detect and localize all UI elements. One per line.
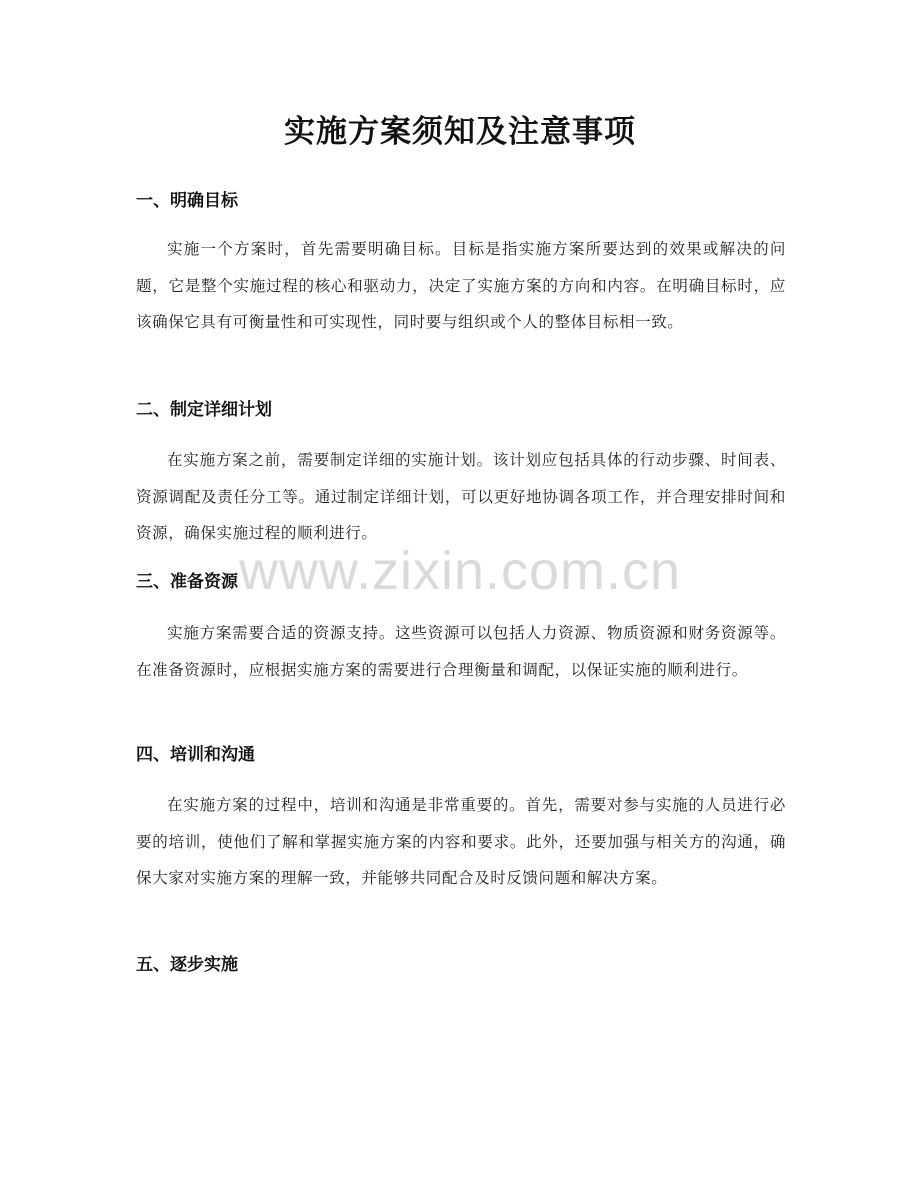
section-heading-1: 一、明确目标	[136, 191, 238, 211]
watermark-text: www.zixin.com.cn	[238, 541, 682, 601]
section-body-2: 在实施方案之前，需要制定详细的实施计划。该计划应包括具体的行动步骤、时间表、资源调配及责任分工等。通过制定详细计划，可以更好地协调各项工作，并合理安排时间和资源，确保实施过程的顺利进行。	[136, 451, 786, 542]
section-heading-2: 二、制定详细计划	[136, 400, 272, 420]
section-heading-5: 五、逐步实施	[136, 955, 238, 975]
section-body-3: 实施方案需要合适的资源支持。这些资源可以包括人力资源、物质资源和财务资源等。在准备资源时，应根据实施方案的需要进行合理衡量和调配，以保证实施的顺利进行。	[136, 624, 786, 679]
section-heading-4: 四、培训和沟通	[136, 745, 255, 765]
document-title: 实施方案须知及注意事项	[284, 114, 636, 150]
section-body-1: 实施一个方案时，首先需要明确目标。目标是指实施方案所要达到的效果或解决的问题，它是整个实施过程的核心和驱动力，决定了实施方案的方向和内容。在明确目标时，应该确保它具有可衡量性和可实现性，同时要与组织或个人的整体目标相一致。	[136, 240, 786, 331]
section-body-4: 在实施方案的过程中，培训和沟通是非常重要的。首先，需要对参与实施的人员进行必要的培训，使他们了解和掌握实施方案的内容和要求。此外，还要加强与相关方的沟通，确保大家对实施方案的理解一致，并能够共同配合及时反馈问题和解决方案。	[136, 796, 786, 887]
section-heading-3: 三、准备资源	[136, 572, 238, 592]
